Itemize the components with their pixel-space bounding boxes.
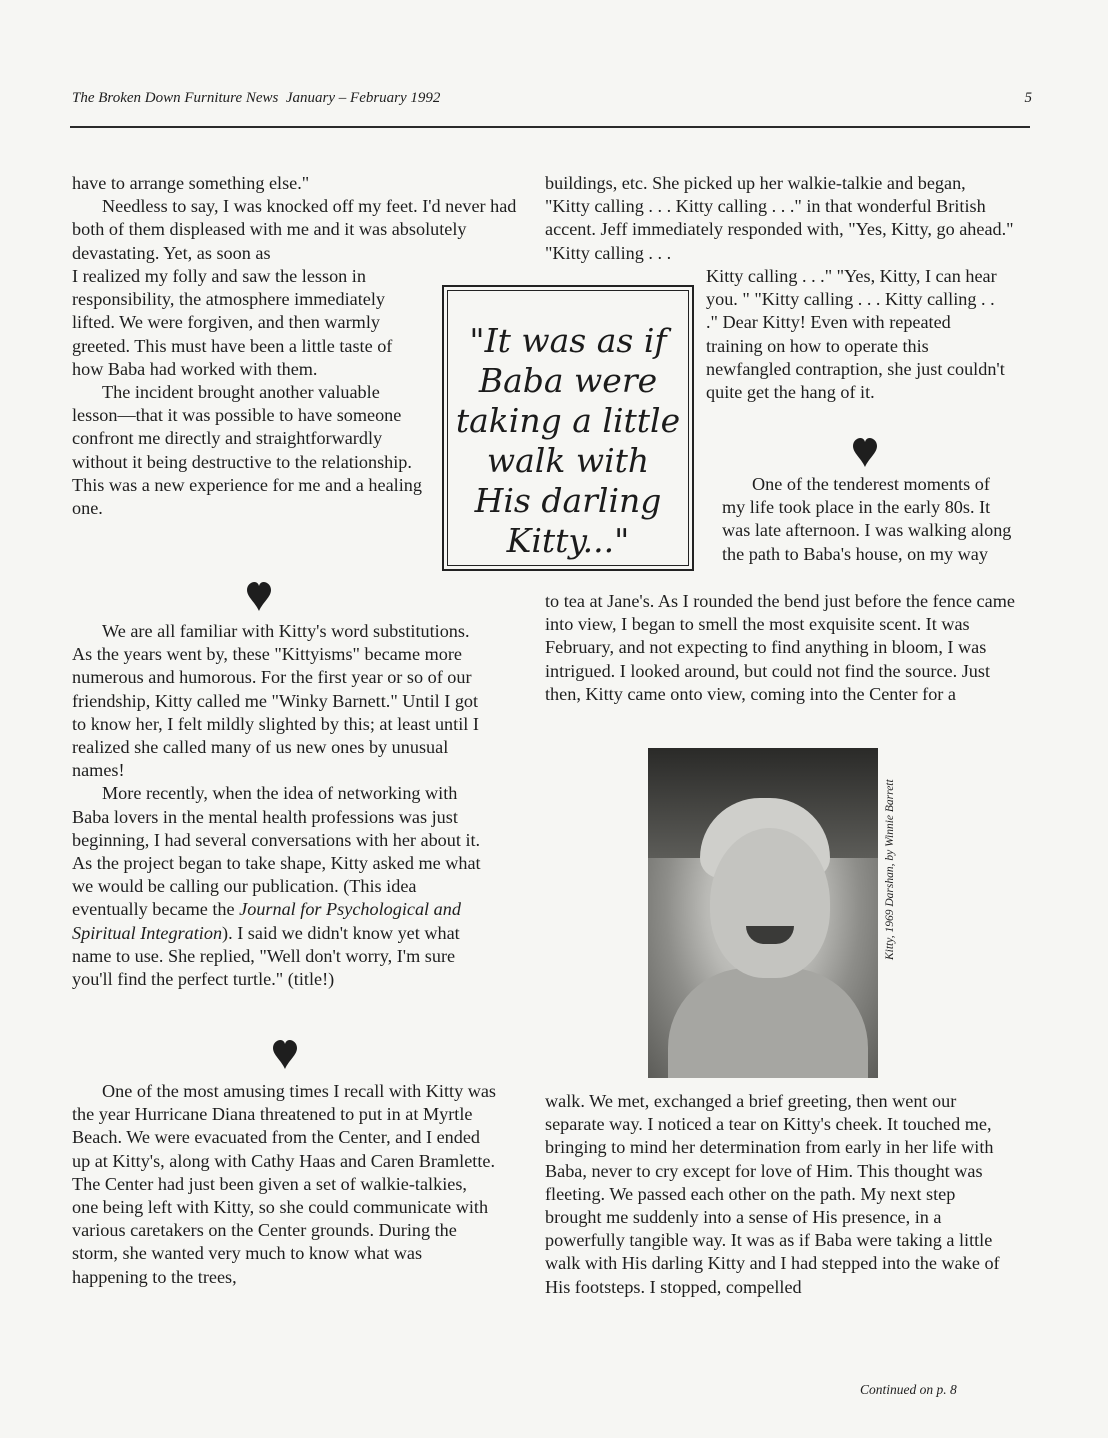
paragraph: to tea at Jane's. As I rounded the bend just before the fence came into view, I began to smell the most exquisite scent. It was February, and not expecting to find anything in bloom, I was intrigued. I looked around, but could not find the source. Just then, Kitty came onto view, coming into the Center for a	[545, 591, 1015, 704]
paragraph: One of the tenderest moments of my life took place in the early 80s. It was late afternoon. I was walking along the path to Baba's house, on my way	[722, 474, 1012, 564]
continued-note: Continued on p. 8	[860, 1382, 957, 1397]
left-column-middle	[72, 620, 492, 991]
paragraph: have to arrange something else."	[72, 173, 310, 193]
heart-icon	[246, 582, 272, 612]
paragraph: Kitty calling . . ." "Yes, Kitty, I can hear you. " "Kitty calling . . . Kitty calling . . ." Dear Kitty! Even with repeated training on how to operate this newfangled contraption, she just couldn't quite get the hang of it.	[706, 266, 1005, 403]
right-column-narrow	[722, 473, 1014, 566]
right-column-top	[545, 172, 1015, 265]
pull-quote: "It was as if Baba were taking a little walk with His darling Kitty..."	[455, 321, 681, 560]
paragraph: The incident brought another valuable lesson—that it was possible to have someone confront me directly and straightforwardly without it being destructive to the relationship. This was a new experience for me and a healing one.	[72, 382, 422, 519]
issue-date: January – February 1992	[285, 90, 441, 106]
page-number: 5	[1024, 90, 1032, 106]
right-column-middle	[545, 590, 1015, 706]
running-header	[72, 90, 1032, 107]
paragraph: buildings, etc. She picked up her walkie-talkie and began, "Kitty calling . . . Kitty calling . . ." in that wonderful British accent. Jeff immediately responded with, "Yes, Kitty, go ahead." "Kitty calling . . .	[545, 173, 1014, 263]
paragraph: I realized my folly and saw the lesson in responsibility, the atmosphere immediately lifted. We were forgiven, and then warmly greeted. This must have been a little taste of how Baba had worked with them.	[72, 266, 393, 379]
kitty-photo	[648, 748, 878, 1078]
paragraph: Needless to say, I was knocked off my feet. I'd never had both of them displeased with me and it was absolutely devastating. Yet, as soon as	[72, 196, 517, 263]
paragraph: We are all familiar with Kitty's word substitutions. As the years went by, these "Kittyisms" became more numerous and humorous. For the first year or so of our friendship, Kitty called me "Winky Barnett." Until I got to know her, I felt mildly slighted by this; at least until I realized she called many of us new ones by unusual names!	[72, 621, 479, 781]
paragraph: More recently, when the idea of networking with Baba lovers in the mental health professions was just beginning, I had several conversations with her about it. As the project began to take shape, Kitty asked me what we would be calling our publication. (This idea eventually became the Journal for Psychological and Spiritual Integration). I said we didn't know yet what name to use. She replied, "Well don't worry, I'm sure you'll find the perfect turtle." (title!)	[72, 783, 481, 990]
left-column-bottom	[72, 1080, 496, 1289]
heart-icon	[272, 1040, 298, 1070]
paragraph: walk. We met, exchanged a brief greeting, then went our separate way. I noticed a tear on Kitty's cheek. It touched me, bringing to mind her determination from early in her life with Baba, never to cry except for love of Him. This thought was fleeting. We passed each other on the path. My next step brought me suddenly into a sense of His presence, in a powerfully tangible way. It was as if Baba were taking a little walk with His darling Kitty and I had stepped into the wake of His footsteps. I stopped, compelled	[545, 1091, 1000, 1297]
left-column-wrap	[72, 265, 428, 520]
left-column-top	[72, 172, 518, 265]
right-column-wrap	[706, 265, 1010, 404]
pull-quote-box	[442, 285, 694, 571]
publication-title: The Broken Down Furniture News	[72, 90, 279, 106]
right-column-bottom	[545, 1090, 1015, 1299]
paragraph: One of the most amusing times I recall with Kitty was the year Hurricane Diana threatened to put in at Myrtle Beach. We were evacuated from the Center, and I ended up at Kitty's, along with Cathy Haas and Caren Bramlette. The Center had just been given a set of walkie-talkies, one being left with Kitty, so she could communicate with various caretakers on the Center grounds. During the storm, she wanted very much to know what was happening to the trees,	[72, 1081, 496, 1287]
heart-icon	[852, 438, 878, 468]
journal-title: Journal for Psychological and Spiritual Integration	[72, 899, 461, 943]
header-rule	[70, 126, 1030, 128]
